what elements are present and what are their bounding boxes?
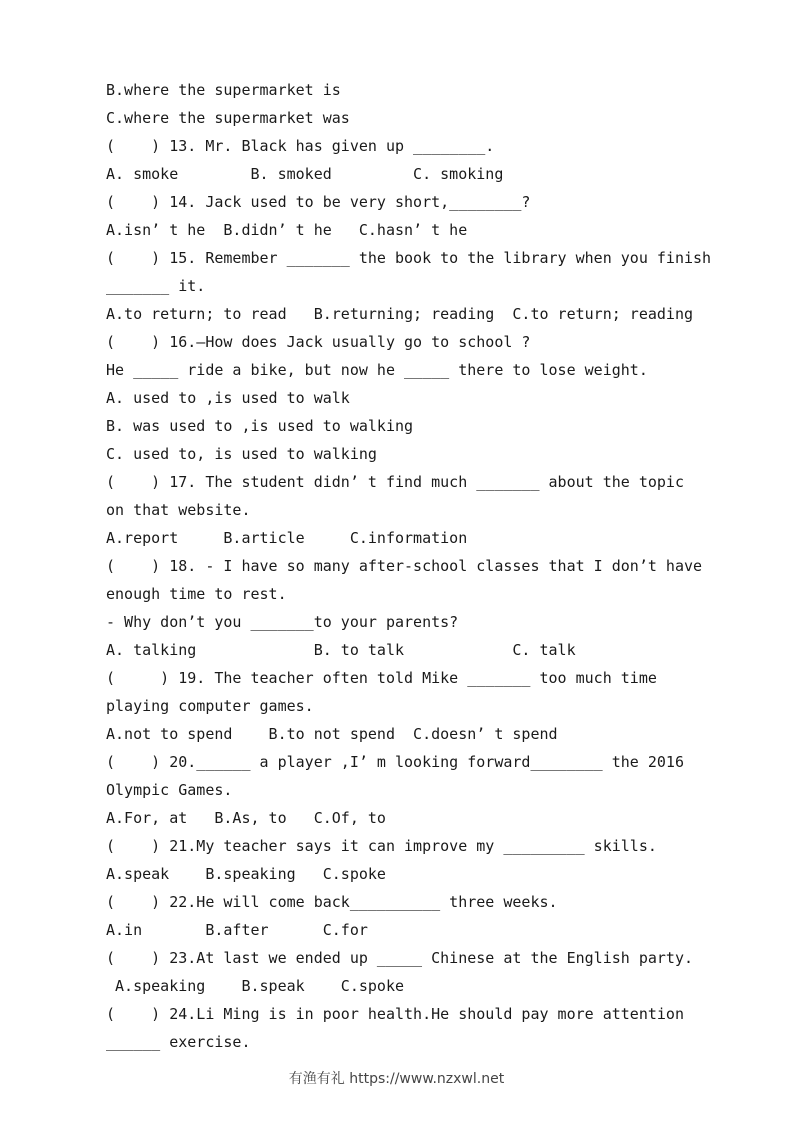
question-15-cont: _______ it. bbox=[106, 277, 206, 295]
option-line: C.where the supermarket was bbox=[106, 109, 350, 127]
options-19: A.not to spend B.to not spend C.doesn’ t spend bbox=[106, 725, 558, 743]
option-line: B.where the supermarket is bbox=[106, 81, 341, 99]
option-16-a: A. used to ,is used to walk bbox=[106, 389, 350, 407]
option-16-c: C. used to, is used to walking bbox=[106, 445, 377, 463]
options-20: A.For, at B.As, to C.Of, to bbox=[106, 809, 386, 827]
question-18-cont: enough time to rest. bbox=[106, 585, 287, 603]
question-22: ( ) 22.He will come back__________ three weeks. bbox=[106, 893, 558, 911]
worksheet-page bbox=[106, 76, 716, 1056]
question-23: ( ) 23.At last we ended up _____ Chinese at the English party. bbox=[106, 949, 693, 967]
options-13: A. smoke B. smoked C. smoking bbox=[106, 165, 504, 183]
options-15: A.to return; to read B.returning; reading C.to return; reading bbox=[106, 305, 693, 323]
question-13: ( ) 13. Mr. Black has given up ________. bbox=[106, 137, 495, 155]
question-19-cont: playing computer games. bbox=[106, 697, 314, 715]
question-19: ( ) 19. The teacher often told Mike _______ too much time bbox=[106, 669, 657, 687]
question-24-cont: ______ exercise. bbox=[106, 1033, 251, 1051]
page-footer: 有渔有礼 https://www.nzxwl.net bbox=[288, 1071, 505, 1087]
options-17: A.report B.article C.information bbox=[106, 529, 468, 547]
question-17-cont: on that website. bbox=[106, 501, 251, 519]
options-14: A.isn’ t he B.didn’ t he C.hasn’ t he bbox=[106, 221, 468, 239]
options-18: A. talking B. to talk C. talk bbox=[106, 641, 576, 659]
options-22: A.in B.after C.for bbox=[106, 921, 368, 939]
question-24: ( ) 24.Li Ming is in poor health.He should pay more attention bbox=[106, 1005, 684, 1023]
question-18-reply: - Why don’t you _______to your parents? bbox=[106, 613, 459, 631]
question-14: ( ) 14. Jack used to be very short,________? bbox=[106, 193, 531, 211]
question-17: ( ) 17. The student didn’ t find much _______ about the topic bbox=[106, 473, 684, 491]
option-16-b: B. was used to ,is used to walking bbox=[106, 417, 414, 435]
question-18: ( ) 18. - I have so many after-school classes that I don’t have bbox=[106, 557, 703, 575]
question-21: ( ) 21.My teacher says it can improve my _________ skills. bbox=[106, 837, 657, 855]
question-16: ( ) 16.—How does Jack usually go to school ? bbox=[106, 333, 531, 351]
options-21: A.speak B.speaking C.spoke bbox=[106, 865, 386, 883]
question-15: ( ) 15. Remember _______ the book to the library when you finish bbox=[106, 249, 712, 267]
question-20-cont: Olympic Games. bbox=[106, 781, 233, 799]
question-16-cont: He _____ ride a bike, but now he _____ there to lose weight. bbox=[106, 361, 648, 379]
options-23: A.speaking B.speak C.spoke bbox=[106, 977, 405, 995]
question-20: ( ) 20.______ a player ,I’ m looking forward________ the 2016 bbox=[106, 753, 684, 771]
